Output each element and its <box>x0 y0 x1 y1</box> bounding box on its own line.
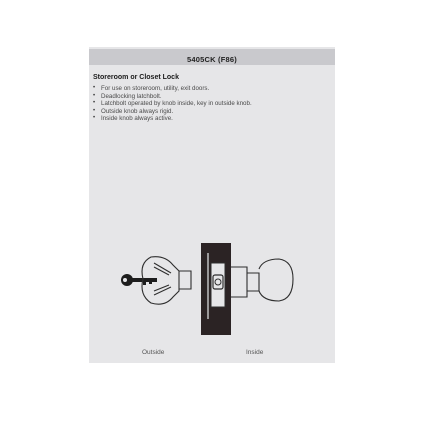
bullet-icon: • <box>93 100 96 107</box>
outside-label: Outside <box>142 349 165 356</box>
model-number: 5405CK (F86) <box>187 55 237 64</box>
model-header <box>89 49 335 65</box>
bullet-icon: • <box>93 85 96 91</box>
list-item: • For use on storeroom, utility, exit doors. <box>93 85 210 92</box>
key-icon <box>121 274 157 286</box>
bullet-icon: • <box>93 115 96 122</box>
feature-list <box>93 85 329 123</box>
inside-knob-icon <box>231 259 293 301</box>
function-title: Storeroom or Closet Lock <box>93 74 179 81</box>
lock-function-card <box>89 47 335 363</box>
door-icon <box>201 243 231 335</box>
bullet-icon: • <box>93 92 96 99</box>
list-item: • Outside knob always rigid. <box>93 107 174 115</box>
list-item: • Latchbolt operated by knob inside, key in outside knob. <box>93 100 252 108</box>
list-item: • Deadlocking latchbolt. <box>93 92 162 100</box>
lock-diagram <box>113 233 313 343</box>
inside-label: Inside <box>246 349 264 356</box>
list-item: • Inside knob always active. <box>93 115 173 123</box>
bullet-icon: • <box>93 107 96 114</box>
